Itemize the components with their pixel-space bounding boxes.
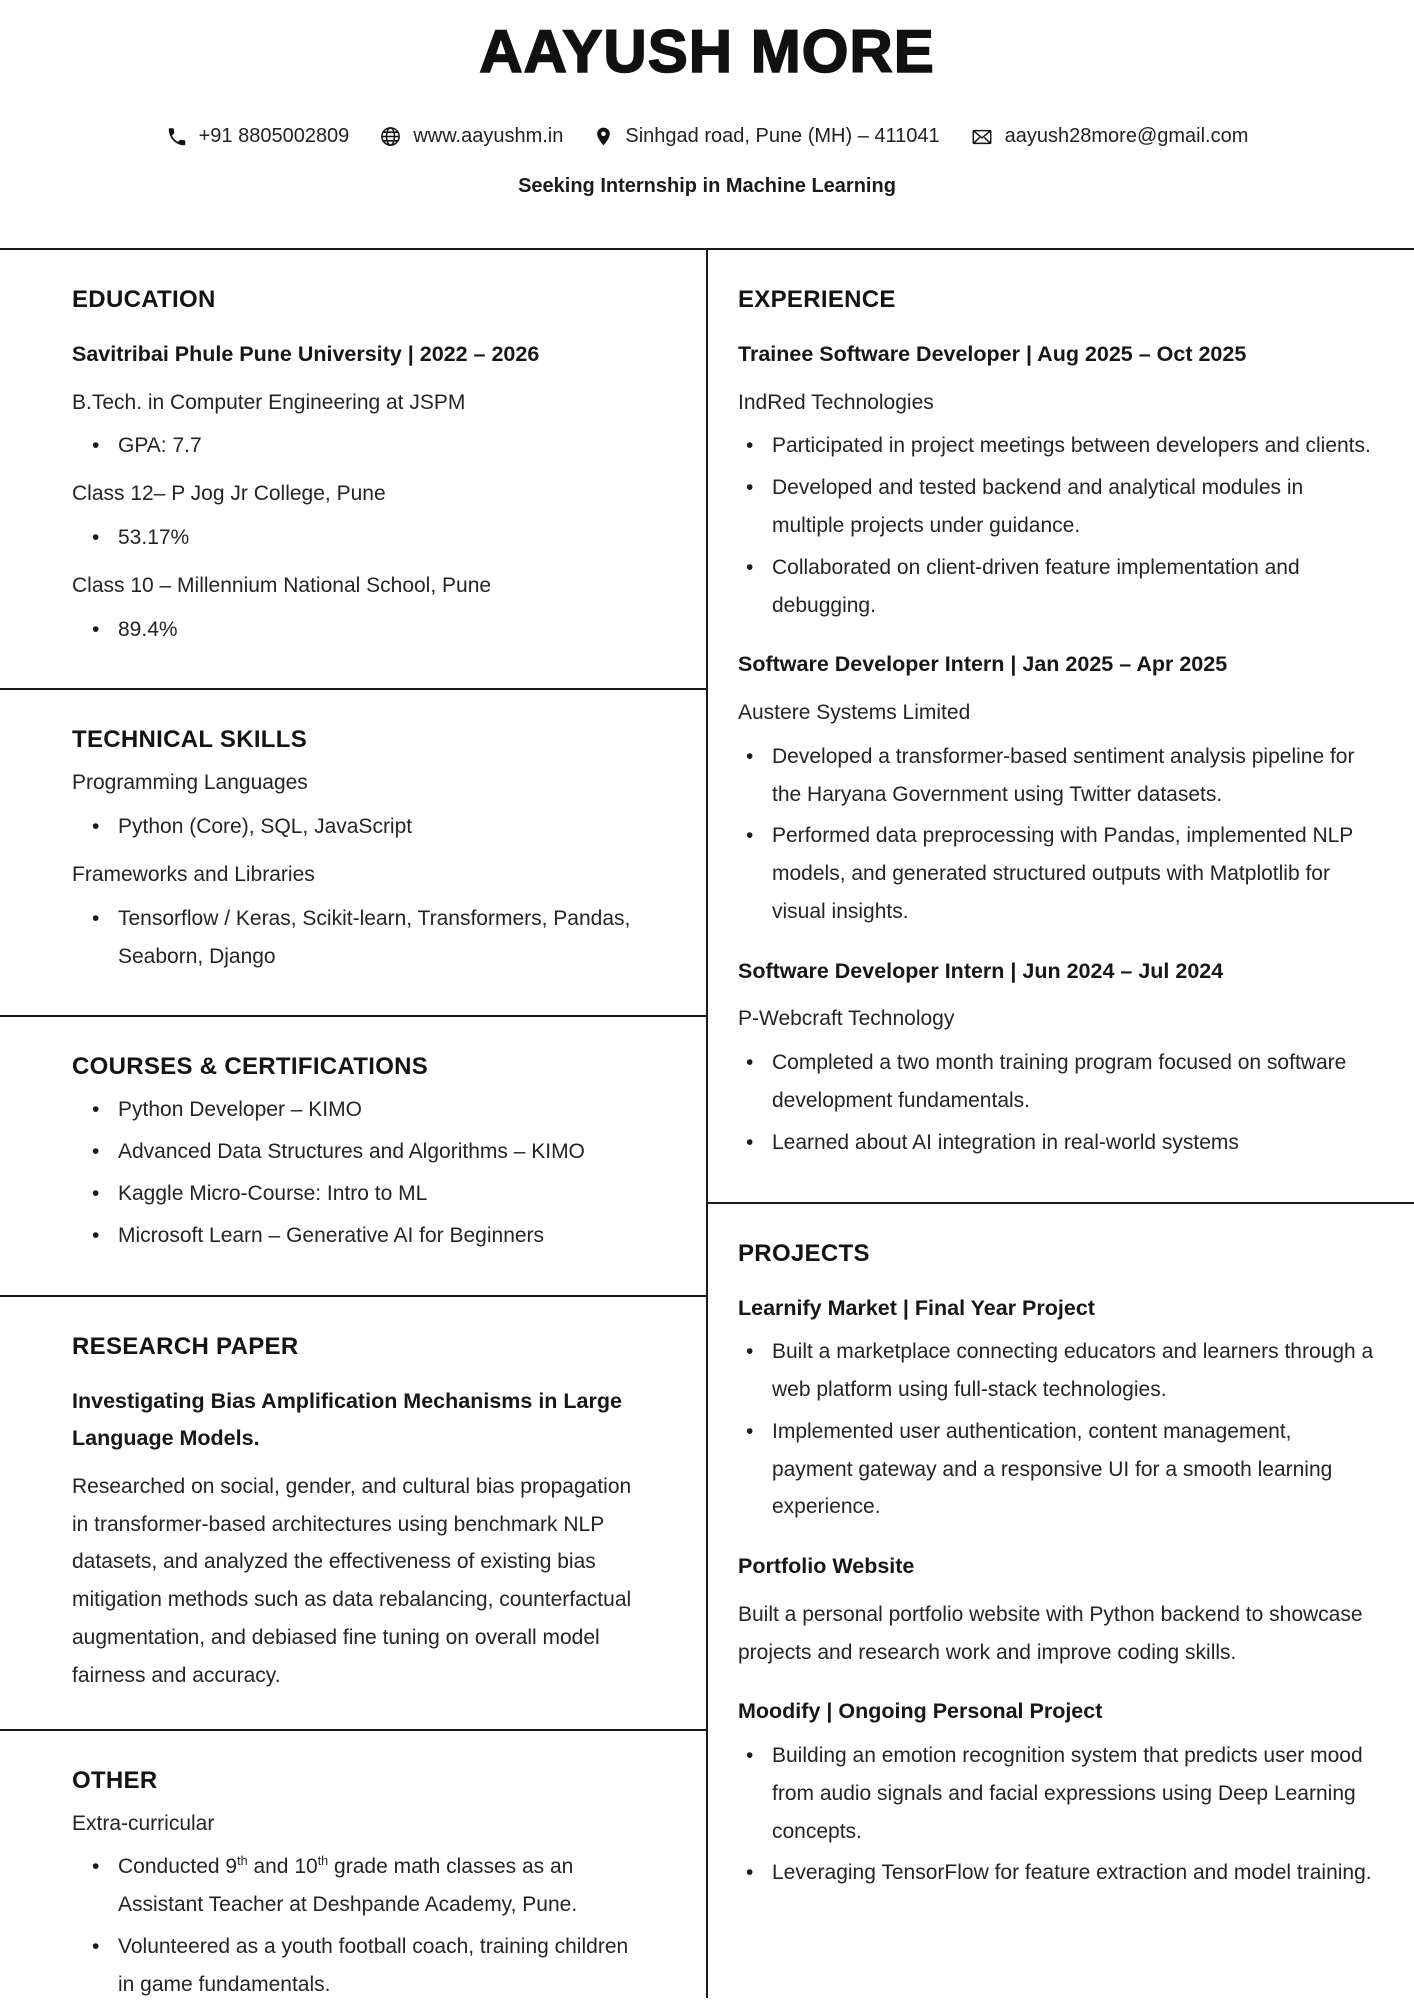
contact-phone-text: +91 8805002809 [198,125,350,147]
bullet-item: • Python Developer – KIMO [92,1091,648,1129]
bullet-list [72,519,648,557]
mail-icon [970,126,994,148]
bullet-list [72,611,648,649]
subheading: Moodify | Ongoing Personal Project [738,1699,1103,1724]
text-line: P-Webcraft Technology [738,1007,955,1031]
person-name: AAYUSH MORE [479,18,935,85]
subheading: Trainee Software Developer | Aug 2025 – Oct 2025 [738,342,1247,366]
bullet-item: • Microsoft Learn – Generative AI for Beginners [92,1217,648,1255]
subheading: Investigating Bias Amplification Mechanisms in Large Language Models. [72,1388,622,1451]
contact-row [0,125,1414,148]
bullet-item: • Kaggle Micro-Course: Intro to ML [92,1175,648,1213]
bullet-list [72,808,648,846]
bullet-item: • Collaborated on client-driven feature implementation and debugging. [746,549,1374,625]
bullet-list [738,1737,1374,1892]
section-projects [708,1204,1414,1933]
section-technical-skills [0,690,706,1017]
objective-line: Seeking Internship in Machine Learning [518,175,896,197]
subheading: Software Developer Intern | Jun 2024 – Jul 2024 [738,958,1224,983]
section-experience [708,250,1414,1204]
section-title-other: OTHER [72,1766,158,1794]
contact-website-text: www.aayushm.in [413,125,564,147]
bullet-item: • Developed a transformer-based sentiment analysis pipeline for the Haryana Government using Twitter datasets. [746,738,1374,814]
bullet-list [738,427,1374,624]
bullet-item: • Completed a two month training program focused on software development fundamentals. [746,1044,1374,1120]
bullet-item: • Learned about AI integration in real-world systems [746,1124,1374,1162]
text-line: Built a personal portfolio website with Python backend to showcase projects and research work and improve coding skills. [738,1602,1363,1664]
bullet-item: • Implemented user authentication, content management, payment gateway and a responsive UI for a smooth learning experience. [746,1413,1374,1526]
text-line: Frameworks and Libraries [72,863,315,886]
bullet-item: • Performed data preprocessing with Pandas, implemented NLP models, and generated structured outputs with Matplotlib for visual insights. [746,817,1374,930]
text-line: Austere Systems Limited [738,701,971,725]
bullet-item: • Built a marketplace connecting educators and learners through a web platform using full-stack technologies. [746,1333,1374,1409]
phone-icon [166,126,188,148]
bullet-item: • Participated in project meetings between developers and clients. [746,427,1374,465]
text-line: IndRed Technologies [738,390,934,414]
bullet-list [72,1091,648,1254]
bullet-list [738,1333,1374,1526]
bullet-item: • 89.4% [92,611,648,649]
text-line: B.Tech. in Computer Engineering at JSPM [72,390,466,414]
contact-email-text: aayush28more@gmail.com [1004,125,1249,147]
contact-location [593,125,939,148]
subheading: Learnify Market | Final Year Project [738,1295,1095,1320]
bullet-item: • Volunteered as a youth football coach, training children in game fundamentals. [92,1928,648,2000]
section-title-courses-certifications: COURSES & CERTIFICATIONS [72,1053,429,1081]
subheading: Portfolio Website [738,1554,915,1579]
bullet-item: • Advanced Data Structures and Algorithms – KIMO [92,1133,648,1171]
section-title-experience: EXPERIENCE [738,286,896,313]
subheading: Software Developer Intern | Jan 2025 – Apr 2025 [738,652,1228,677]
column-right [708,250,1414,1998]
bullet-list [72,900,648,976]
contact-phone [166,125,350,148]
text-line: Class 12– P Jog Jr College, Pune [72,482,386,506]
bullet-item: • Tensorflow / Keras, Scikit-learn, Transformers, Pandas, Seaborn, Django [92,900,648,976]
column-left [0,250,708,1998]
bullet-item: • Conducted 9th and 10th grade math classes as an Assistant Teacher at Deshpande Academy, Pune. [92,1848,648,1924]
bullet-list [72,1848,648,2000]
bullet-item: • Developed and tested backend and analytical modules in multiple projects under guidance. [746,469,1374,545]
resume-header [0,0,1414,248]
text-line: Extra-curricular [72,1811,215,1835]
contact-location-text: Sinhgad road, Pune (MH) – 411041 [625,125,940,147]
subheading: Savitribai Phule Pune University | 2022 – 2026 [72,342,540,366]
bullet-item: • Building an emotion recognition system that predicts user mood from audio signals and facial expressions using Deep Learning concepts. [746,1737,1374,1850]
section-other [0,1731,706,2000]
text-line: Class 10 – Millennium National School, Pune [72,573,492,597]
bullet-list [738,1044,1374,1161]
section-education [0,250,706,690]
section-title-projects: PROJECTS [738,1239,870,1267]
section-title-technical-skills: TECHNICAL SKILLS [72,726,308,754]
text-line: Researched on social, gender, and cultural bias propagation in transformer-based architectures using benchmark NLP datasets, and analyzed the effectiveness of existing bias mitigation methods such as data rebalancing, counterfactual augmentation, and debiased fine tuning on overall model fairness and accuracy. [72,1474,632,1687]
bullet-item: • GPA: 7.7 [92,427,648,465]
bullet-list [72,427,648,465]
bullet-item: • 53.17% [92,519,648,557]
contact-email [970,125,1249,148]
bullet-item: • Python (Core), SQL, JavaScript [92,808,648,846]
resume-body [0,248,1414,1998]
section-title-research-paper: RESEARCH PAPER [72,1332,299,1360]
bullet-list [738,738,1374,931]
globe-icon [379,125,402,148]
text-line: Programming Languages [72,771,308,795]
section-courses-certifications [0,1017,706,1296]
section-research-paper [0,1297,706,1731]
contact-website [379,125,563,148]
bullet-item: • Leveraging TensorFlow for feature extraction and model training. [746,1854,1374,1892]
location-pin-icon [593,125,614,148]
section-title-education: EDUCATION [72,286,216,313]
